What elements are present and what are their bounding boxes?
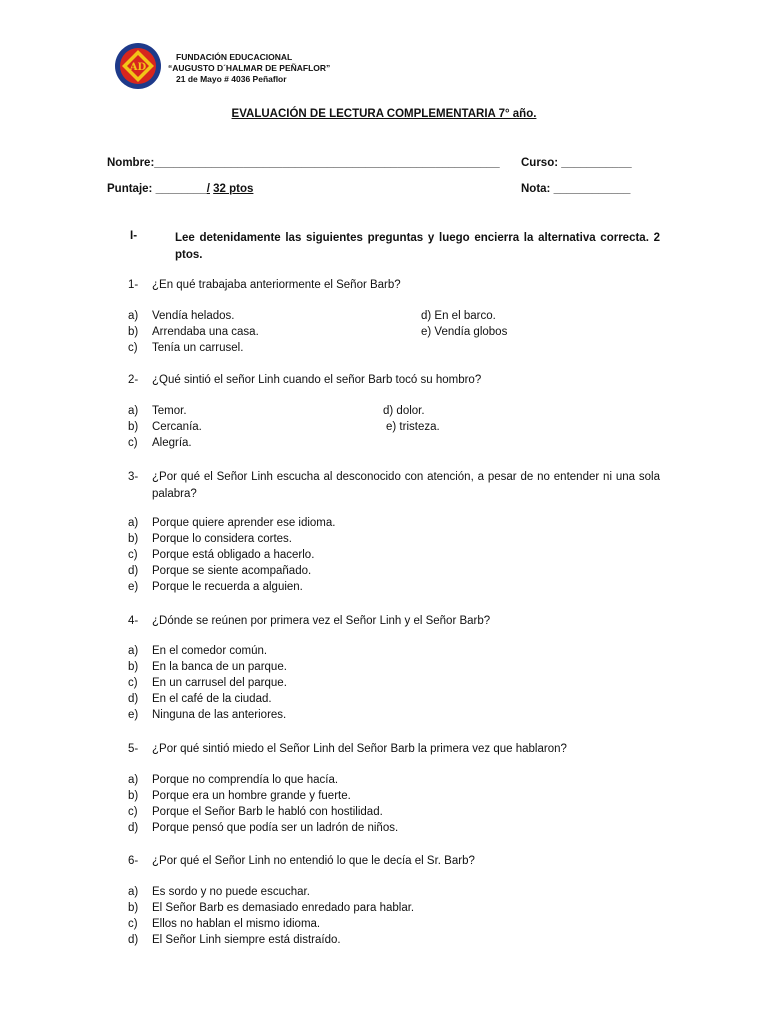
puntaje-blank: ________ [155, 183, 207, 195]
option-text: Tenía un carrusel. [152, 342, 244, 354]
option-letter: d) [128, 693, 139, 705]
option-c [128, 677, 287, 689]
option-text: Temor. [152, 405, 187, 417]
option-letter: b) [128, 661, 139, 673]
option-e [128, 709, 286, 721]
option-text: Porque era un hombre grande y fuerte. [152, 790, 351, 802]
option-b [128, 533, 292, 545]
question-2 [128, 372, 660, 389]
option-text: Ninguna de las anteriores. [152, 709, 287, 721]
option-letter: e) [128, 709, 139, 721]
option-text: En el café de la ciudad. [152, 693, 272, 705]
option-letter: b) [128, 326, 139, 338]
nombre-blank: ______________________________________________________ [154, 157, 500, 169]
option-a [128, 517, 335, 529]
question-3 [128, 469, 660, 502]
question-number: 4- [128, 615, 139, 627]
option-letter: b) [128, 790, 139, 802]
question-number: 1- [128, 279, 139, 291]
option-b [128, 902, 414, 914]
question-6 [128, 853, 660, 870]
option-letter: a) [128, 310, 139, 322]
option-letter: b) [128, 533, 139, 545]
option-c [128, 806, 383, 818]
option-a [128, 405, 187, 417]
option-text: Porque lo considera cortes. [152, 533, 292, 545]
question-number: 6- [128, 855, 139, 867]
option-text: Cercanía. [152, 421, 202, 433]
option-text: El Señor Linh siempre está distraído. [152, 934, 341, 946]
school-foundation-name: FUNDACIÓN EDUCACIONAL [176, 52, 293, 62]
total-points: 32 ptos [213, 183, 254, 195]
school-header [168, 52, 330, 85]
option-a [128, 774, 338, 786]
option-d: d) En el barco. [421, 310, 496, 322]
option-letter: a) [128, 774, 139, 786]
option-text: En un carrusel del parque. [152, 677, 287, 689]
question-text: ¿Qué sintió el señor Linh cuando el señor Barb tocó su hombro? [152, 374, 482, 386]
option-letter: b) [128, 421, 139, 433]
nota-blank: ____________ [553, 183, 631, 195]
option-a [128, 310, 235, 322]
option-a [128, 886, 310, 898]
nombre-field [107, 157, 500, 169]
option-text: Porque pensó que podía ser un ladrón de niños. [152, 822, 399, 834]
question-text: ¿Por qué sintió miedo el Señor Linh del Señor Barb la primera vez que hablaron? [152, 743, 567, 755]
school-address: 21 de Mayo # 4036 Peñaflor [176, 74, 287, 84]
question-text: ¿Por qué el Señor Linh escucha al desconocido con atención, a pesar de no entender ni una sola palabra? [152, 471, 660, 500]
option-letter: c) [128, 342, 138, 354]
option-d [128, 693, 272, 705]
option-e: e) Vendía globos [421, 326, 508, 338]
curso-blank: ___________ [561, 157, 632, 169]
option-b [128, 790, 351, 802]
option-letter: c) [128, 806, 138, 818]
question-number: 2- [128, 374, 139, 386]
question-number: 3- [128, 471, 139, 483]
puntaje-field [107, 183, 253, 195]
question-1 [128, 277, 660, 294]
option-letter: d) [128, 565, 139, 577]
option-c [128, 549, 314, 561]
option-text: En la banca de un parque. [152, 661, 287, 673]
option-b [128, 661, 287, 673]
option-letter: c) [128, 677, 138, 689]
question-number: 5- [128, 743, 139, 755]
curso-field [521, 157, 632, 169]
option-text: Ellos no hablan el mismo idioma. [152, 918, 321, 930]
curso-label: Curso: [521, 157, 559, 169]
option-letter: a) [128, 405, 139, 417]
option-b [128, 421, 202, 433]
option-letter: e) [128, 581, 139, 593]
option-text: Porque quiere aprender ese idioma. [152, 517, 336, 529]
option-text: Porque el Señor Barb le habló con hostilidad. [152, 806, 383, 818]
option-letter: a) [128, 886, 139, 898]
question-4 [128, 613, 660, 630]
puntaje-slash: / [206, 183, 210, 195]
option-d: d) dolor. [383, 405, 425, 417]
option-text: Porque se siente acompañado. [152, 565, 312, 577]
question-text: ¿Dónde se reúnen por primera vez el Señor Linh y el Señor Barb? [152, 615, 491, 627]
section-number: I- [130, 230, 138, 242]
option-text: Porque está obligado a hacerlo. [152, 549, 315, 561]
option-a [128, 645, 267, 657]
option-e: e) tristeza. [386, 421, 440, 433]
option-d [128, 934, 341, 946]
option-c [128, 342, 243, 354]
puntaje-label: Puntaje: [107, 183, 153, 195]
option-text: El Señor Barb es demasiado enredado para hablar. [152, 902, 415, 914]
option-letter: b) [128, 902, 139, 914]
option-e [128, 581, 303, 593]
nota-field [521, 183, 630, 195]
page-title: EVALUACIÓN DE LECTURA COMPLEMENTARIA 7° año. [231, 108, 537, 120]
question-text: ¿Por qué el Señor Linh no entendió lo que le decía el Sr. Barb? [152, 855, 475, 867]
option-letter: d) [128, 934, 139, 946]
option-text: Porque no comprendía lo que hacía. [152, 774, 339, 786]
option-letter: c) [128, 549, 138, 561]
option-letter: a) [128, 517, 139, 529]
option-c [128, 437, 192, 449]
option-d [128, 565, 311, 577]
option-letter: c) [128, 437, 138, 449]
nota-label: Nota: [521, 183, 551, 195]
school-name: “AUGUSTO D´HALMAR DE PEÑAFLOR” [168, 63, 331, 73]
question-text: ¿En qué trabajaba anteriormente el Señor Barb? [152, 279, 401, 291]
option-c [128, 918, 320, 930]
option-text: Es sordo y no puede escuchar. [152, 886, 310, 898]
option-text: En el comedor común. [152, 645, 268, 657]
option-letter: a) [128, 645, 139, 657]
question-5 [128, 741, 660, 758]
nombre-label: Nombre: [107, 157, 155, 169]
option-letter: d) [128, 822, 139, 834]
option-text: Porque le recuerda a alguien. [152, 581, 303, 593]
option-d [128, 822, 398, 834]
option-text: Vendía helados. [152, 310, 235, 322]
svg-text:AD: AD [129, 62, 147, 73]
option-letter: c) [128, 918, 138, 930]
school-crest-logo [114, 42, 162, 90]
option-text: Alegría. [152, 437, 192, 449]
option-text: Arrendaba una casa. [152, 326, 259, 338]
section-instructions: Lee detenidamente las siguientes preguntas y luego encierra la alternativa correcta. 2 ptos. [175, 232, 660, 261]
option-b [128, 326, 259, 338]
